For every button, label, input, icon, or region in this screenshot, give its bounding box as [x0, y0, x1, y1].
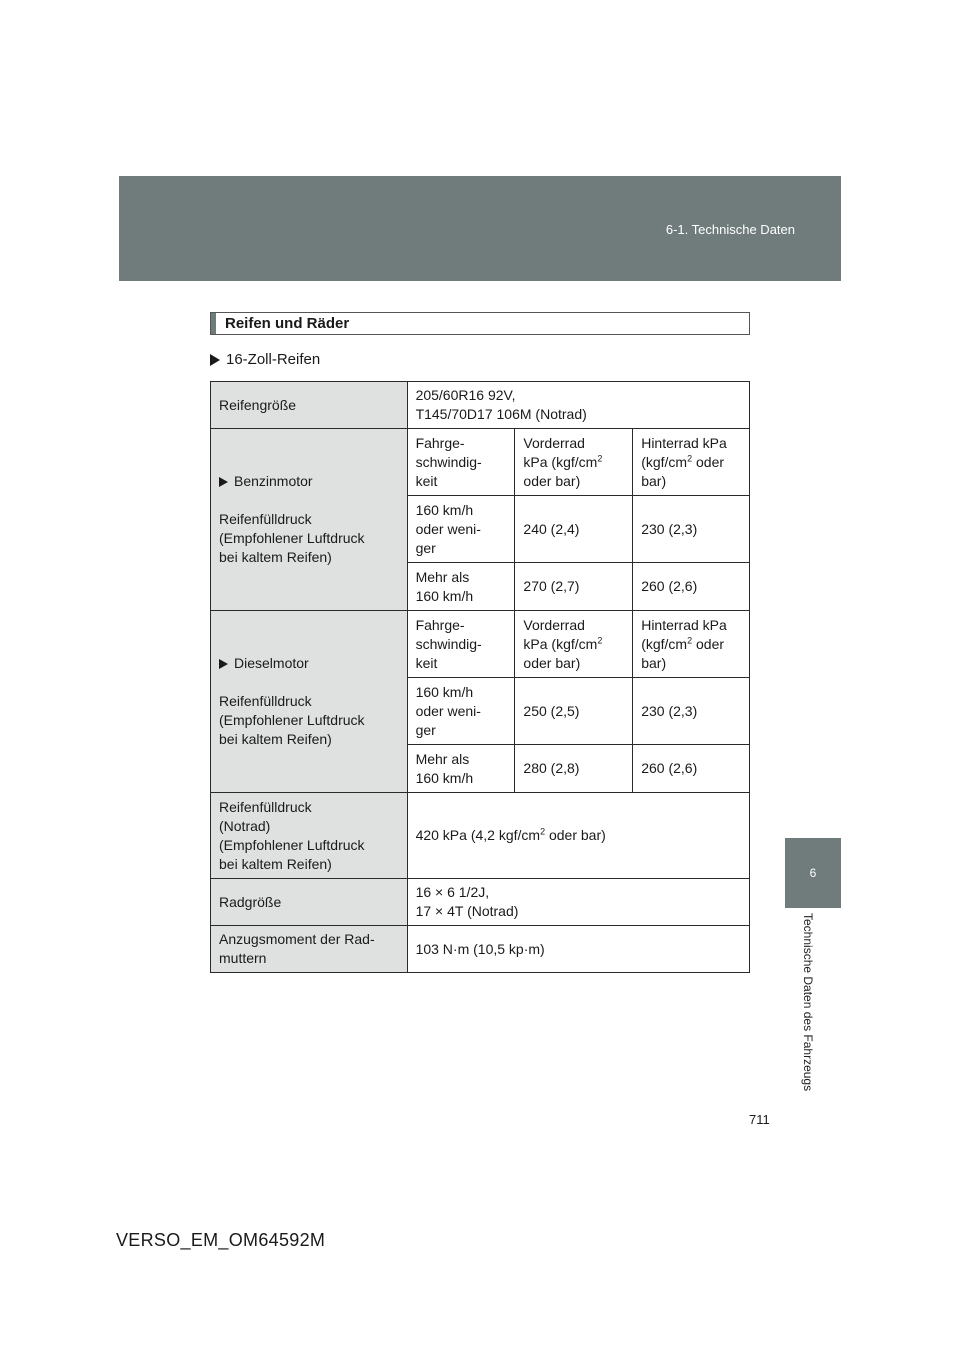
- front-header: Vorderrad kPa ($kgf/cm^2$ oder bar): [515, 611, 633, 678]
- speed-cell: 160 km/h oder weni- ger: [407, 678, 515, 745]
- diesel-engine-heading: [219, 654, 399, 673]
- petrol-engine-text: Benzinmotor: [234, 473, 313, 489]
- header-line: kPa ($kgf/cm^2$: [523, 452, 603, 470]
- header-line: ($kgf/cm^2$ oder: [641, 452, 725, 470]
- front-pressure-cell: 240 (2,4): [515, 496, 633, 563]
- label-line: Reifenfülldruck: [219, 693, 312, 709]
- chapter-header-band: [119, 176, 841, 281]
- rear-header: [633, 429, 750, 496]
- diesel-label-cell: [211, 611, 408, 793]
- table-row-torque: [211, 926, 750, 973]
- front-pressure-cell: 250 (2,5): [515, 678, 633, 745]
- table-row-wheel-size: [211, 879, 750, 926]
- subheading: [210, 351, 320, 368]
- chapter-title-vertical: Technische Daten des Fahrzeugs: [801, 913, 815, 1092]
- label-line: bei kaltem Reifen): [219, 731, 332, 747]
- speed-cell: 160 km/h oder weni- ger: [407, 496, 515, 563]
- chapter-number: 6: [809, 866, 817, 880]
- front-header: [515, 429, 633, 496]
- tire-size-label: Reifengröße: [211, 382, 408, 429]
- triangle-bullet-icon: [219, 477, 228, 487]
- spare-label-cell: Reifenfülldruck (Notrad) (Empfohlener Luftdruck bei kaltem Reifen): [211, 793, 408, 879]
- rear-pressure-cell: 230 (2,3): [633, 678, 750, 745]
- tire-size-value-line: T145/70D17 106M (Notrad): [415, 406, 587, 422]
- spare-pressure-value: 420 kPa (4,2 kgf/$cm^2$ oder bar): [407, 793, 749, 879]
- petrol-engine-heading: [219, 472, 399, 491]
- front-pressure-cell: 280 (2,8): [515, 745, 633, 793]
- header-line: schwindig-: [415, 453, 482, 470]
- subheading-text: 16-Zoll-Reifen: [226, 351, 321, 368]
- tire-size-value: [407, 382, 749, 429]
- table-row-spare: [211, 793, 750, 879]
- rear-pressure-cell: 260 (2,6): [633, 563, 750, 611]
- section-title-bar: [211, 313, 216, 334]
- rear-header: Hinterrad kPa ($kgf/cm^2$ oder bar): [633, 611, 750, 678]
- page-number: 711: [749, 1112, 770, 1127]
- header-line: Hinterrad kPa: [641, 434, 727, 451]
- speed-cell: Mehr als 160 km/h: [407, 563, 515, 611]
- triangle-bullet-icon: [219, 659, 228, 669]
- footer-code: VERSO_EM_OM64592M: [116, 1230, 326, 1250]
- section-label: 6-1. Technische Daten: [665, 222, 795, 237]
- header-line: Fahrge-: [415, 434, 465, 451]
- torque-label: Anzugsmoment der Rad- muttern: [211, 926, 408, 973]
- table-row-petrol-header: [211, 429, 750, 496]
- wheel-size-value: 16 × 6 1/2J, 17 × 4T (Notrad): [407, 879, 749, 926]
- section-title-box: [210, 312, 750, 335]
- label-line: bei kaltem Reifen): [219, 549, 332, 565]
- rear-pressure-cell: 230 (2,3): [633, 496, 750, 563]
- label-line: (Empfohlener Luftdruck: [219, 530, 365, 546]
- header-line: Vorderrad: [523, 434, 585, 451]
- front-pressure-cell: 270 (2,7): [515, 563, 633, 611]
- torque-value: 103 N·m (10,5 kp·m): [407, 926, 749, 973]
- wheel-size-label: Radgröße: [211, 879, 408, 926]
- tire-size-value-line: 205/60R16 92V,: [415, 387, 516, 403]
- label-line: (Empfohlener Luftdruck: [219, 712, 365, 728]
- header-line: bar): [641, 472, 667, 489]
- speed-header: [407, 429, 515, 496]
- chapter-tab: [785, 838, 841, 908]
- triangle-bullet-icon: [210, 354, 220, 366]
- speed-header: Fahrge- schwindig- keit: [407, 611, 515, 678]
- section-title: Reifen und Räder: [225, 315, 350, 332]
- header-line: oder bar): [523, 472, 581, 489]
- speed-cell: Mehr als 160 km/h: [407, 745, 515, 793]
- diesel-engine-text: Dieselmotor: [234, 655, 309, 671]
- table-row-tire-size: [211, 382, 750, 429]
- label-line: Reifenfülldruck: [219, 511, 312, 527]
- petrol-label-cell: [211, 429, 408, 611]
- header-line: keit: [415, 472, 438, 489]
- rear-pressure-cell: 260 (2,6): [633, 745, 750, 793]
- tire-spec-table: [210, 381, 750, 973]
- table-row-diesel-header: [211, 611, 750, 678]
